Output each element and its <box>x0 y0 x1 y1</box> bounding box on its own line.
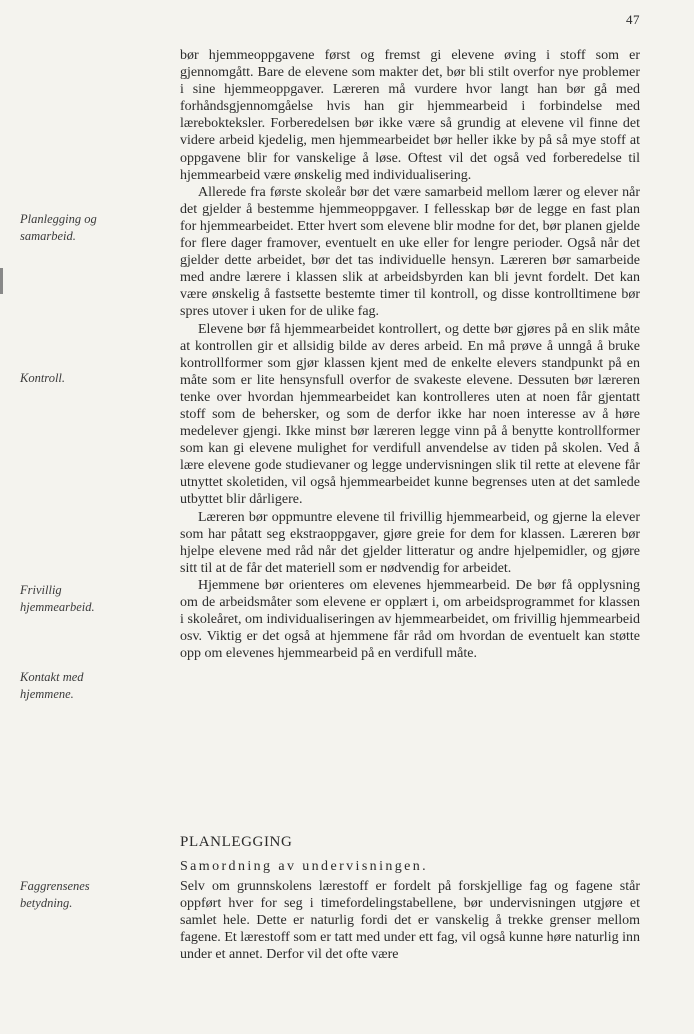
binding-edge-mark <box>0 268 3 294</box>
section-heading: PLANLEGGING <box>180 834 293 850</box>
margin-note-frivillig: Frivillig hjemmearbeid. <box>20 583 95 614</box>
paragraph-hjemmeoppgaver: bør hjemmeoppgavene først og fremst gi elevene øving i stoff som er gjennomgått. Bare de elevene som makter det, bør bli stilt overfor nye problemer i sine hjemmeoppgaver. Læreren må vurdere hvor langt han bør gå med forhåndsgjennomgåelse hvis han gir hjemmearbeid i forbindelse med lærebokteksler. Forberedelsen bør ikke være så grundig at elevene vil finne det videre arbeid kjedelig, men hjemmearbeidet bør heller ikke by på så mye stoff at oppgavene blir for vanskelige å løse. Oftest vil det også ved forberedelse til hjemmearbeid være ønskelig med individualisering. <box>180 48 640 183</box>
paragraph-samordning: Selv om grunnskolens lærestoff er fordelt på forskjellige fag og fagene står oppført hver for seg i timefordelingstabellene, bør undervisningen utgjøre et samlet hele. Dette er naturlig fordi det er vanskelig å trekke grenser mellom fagene. Et lærestoff som er tatt med under ett fag, vil også kunne høre naturlig inn under et annet. Derfor vil det ofte være <box>180 879 640 963</box>
margin-note-faggrensenes: Faggrensenes betydning. <box>20 879 90 910</box>
margin-note-kontakt: Kontakt med hjemmene. <box>20 670 84 701</box>
page-number: 47 <box>626 12 640 27</box>
paragraph-kontroll: Elevene bør få hjemmearbeidet kontrollert, og dette bør gjøres på en slik måte at kontrollen gir et allsidig bilde av deres arbeid. En må prøve å unngå å bruke kontrollformer som gjør klassen kjent med de enkelte elevers standpunkt på en måte som er lite hensynsfull overfor de svakeste elevene. Dessuten bør læreren tenke over hvordan hjemmearbeidet kan kontrolleres uten at noen får gjentatt stoff som de behersker, og som de derfor ikke har noen interesse av å høre medelever gjengi. Ikke minst bør læreren legge vinn på å benytte kontrollformer som kan gi elevene mulighet for verdifull anvendelse av tiden på skolen. Ved å lære elevene gode studievaner og legge undervisningen slik til rette at elevene får utnyttet skoletiden, vil også hjemmearbeidet kunne begrenses uten at det samlede utbyttet blir dårligere. <box>180 321 640 508</box>
paragraph-kontakt: Hjemmene bør orienteres om elevenes hjemmearbeid. De bør få opplysning om de arbeidsmåter som elevene er opplært i, om arbeidsprogrammet for klassen i skoleåret, om individualiseringen av hjemmearbeidet, om frivillig hjemmearbeid osv. Viktig er det også at hjemmene får råd om hvordan de eventuelt kan støtte opp om elevenes hjemmearbeid på en verdifull måte. <box>180 577 640 662</box>
margin-note-planlegging: Planlegging og samarbeid. <box>20 212 97 243</box>
paragraph-planlegging: Allerede fra første skoleår bør det være samarbeid mellom lærer og elever når det gjelder å bestemme hjemmeoppgaver. I fellesskap bør de legge en fast plan for hjemmearbeidet. Etter hvert som elevene blir modne for det, bør planen gjelde for flere dager framover, eventuelt en uke eller for lengre perioder. Også når det gjelder dette arbeidet, bør det tas individuelle hensyn. Læreren bør samarbeide med andre lærere i klassen slik at arbeidsbyrden kan bli jevnt fordelt. Det kan være ønskelig å fastsette bestemte timer til kontroll, og disse kontrolltimene bør spres utover i uken for de ulike fag. <box>180 184 640 320</box>
margin-note-kontroll: Kontroll. <box>20 371 66 385</box>
section-subheading: Samordning av undervisningen. <box>180 859 429 874</box>
section-text-column <box>180 878 640 963</box>
main-text-column <box>180 47 640 662</box>
paragraph-frivillig: Læreren bør oppmuntre elevene til frivillig hjemmearbeid, og gjerne la elever som har påtatt seg ekstraoppgaver, gjøre greie for dem for klassen. Læreren bør hjelpe elevene med råd når det gjelder litteratur og andre hjelpemidler, og gjøre sitt til at de får det materiell som er nødvendig for arbeidet. <box>180 509 640 576</box>
